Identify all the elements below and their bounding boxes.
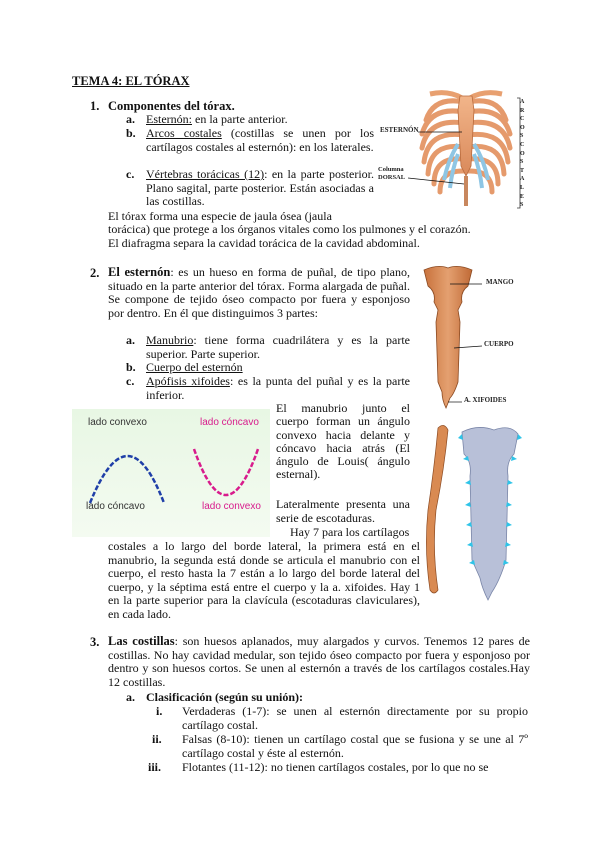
- s2-item-b-marker: b.: [126, 360, 136, 374]
- section-1-heading: Componentes del tórax.: [108, 99, 235, 113]
- curve-label-bottom-left: lado cóncavo: [86, 501, 145, 512]
- s1-item-c-text: : en la parte posterior. Plano sagital, parte posterior. Están asociadas a las costillas.: [146, 167, 375, 208]
- s3-item-a-marker: a.: [126, 690, 135, 704]
- s2-intro-text: : es un hueso en forma de puñal, de tipo plano, situado en la parte anterior del tórax. Forma alargada de puñal. Se compone de tejido óseo compacto por fuera y esponjoso por dentro. En él que distinguimos 3 partes:: [108, 265, 410, 320]
- section-3-heading: Las costillas: [108, 634, 175, 648]
- s3-item-ii-marker: ii.: [152, 732, 162, 746]
- sternum-figure: [418, 262, 528, 412]
- s1-item-b-marker: b.: [126, 126, 136, 140]
- ribcage-illustration: [378, 80, 528, 215]
- s2-item-b-term: Cuerpo del esternón: [146, 360, 243, 374]
- concave-curve: [194, 449, 258, 495]
- s2-item-c-text: : es la punta del puñal y es la parte inferior.: [146, 374, 410, 402]
- s2-item-c-marker: c.: [126, 374, 135, 388]
- label-mango: MANGO: [486, 278, 514, 286]
- s1-para-line3: El diafragma separa la cavidad torácica de la cavidad abdominal.: [108, 236, 420, 250]
- s3-classification-heading: Clasificación (según su unión):: [146, 690, 304, 704]
- label-cuerpo: CUERPO: [484, 340, 514, 348]
- s2-item-a-text: : tiene forma cuadrilátera y es la parte superior. Parte superior.: [146, 333, 410, 361]
- s3-intro: [108, 635, 530, 689]
- s2-intro: [108, 266, 410, 320]
- label-esternon: ESTERNÓN: [380, 126, 419, 134]
- section-2-heading: El esternón: [108, 265, 171, 279]
- sternum-detail-illustration: [414, 410, 526, 610]
- convex-curve: [90, 456, 164, 503]
- curves-illustration: [72, 409, 270, 537]
- s1-item-a-text: en la parte anterior.: [192, 112, 288, 126]
- s1-item-a-marker: a.: [126, 112, 135, 126]
- s1-item-a-term: Esternón:: [146, 112, 192, 126]
- s1-para-line2: torácica) que protege a los órganos vitales como los pulmones y el corazón.: [108, 222, 471, 236]
- s1-item-a: [146, 113, 378, 127]
- s1-item-c-marker: c.: [126, 167, 135, 181]
- s3-item-iii-text: Flotantes (11-12): no tienen cartílagos costales, por lo que no se: [182, 760, 489, 774]
- s1-item-b-text: (costillas se unen por los cartílagos costales al esternón): en los laterales.: [146, 126, 374, 154]
- s1-item-c: [146, 168, 374, 209]
- s2-item-c: [146, 375, 410, 402]
- s2-hay7-text: Hay 7 para los cartílagos: [290, 525, 410, 539]
- s2-lateral-text: Lateralmente presenta una serie de escotaduras.: [276, 497, 410, 525]
- s3-item-i-text: Verdaderas (1-7): se unen al esternón directamente por su propio cartílago costal.: [182, 704, 528, 732]
- s2-item-a-term: Manubrio: [146, 333, 194, 347]
- label-xifoides: A. XIFOIDES: [464, 396, 507, 404]
- s2-angle-text: El manubrio junto el cuerpo forman un ángulo convexo hacia delante y cóncavo hacia atrás (El ángulo de Louis( ángulo esternal).: [276, 401, 410, 482]
- curve-label-top-right: lado cóncavo: [200, 417, 259, 428]
- s3-intro-text: : son huesos aplanados, muy alargados y curvos. Tenemos 12 pares de costillas. No hay cavidad medular, son tejido óseo compacto por fuera y esponjoso por dentro y son huesos cortos. Se unen al esternón a través de los cartílagos costales.Hay 12 costillas.: [108, 634, 530, 689]
- page-title: TEMA 4: EL TÓRAX: [72, 74, 190, 88]
- s2-item-a: [146, 334, 410, 361]
- s1-para-line1: El tórax forma una especie de jaula ósea (jaula: [108, 209, 332, 223]
- s3-item-ii-text: Falsas (8-10): tienen un cartílago costal que se fusiona y se une al 7º cartílago costal y éste al esternón.: [182, 732, 528, 760]
- s2-item-a-marker: a.: [126, 333, 135, 347]
- label-columna-dorsal: Columna DORSAL: [378, 166, 406, 181]
- angle-curves-figure: [72, 409, 270, 537]
- thorax-figure: [378, 80, 528, 215]
- sternum-detail-figure: [414, 410, 526, 610]
- s1-item-b: [146, 127, 374, 154]
- label-arcos-costales: ARCOS COSTALES: [520, 99, 525, 209]
- s1-item-c-term: Vértebras torácicas (12): [146, 167, 265, 181]
- s2-item-c-term: Apófisis xifoides: [146, 374, 230, 388]
- section-3-number: 3.: [90, 635, 100, 649]
- section-2-number: 2.: [90, 266, 100, 280]
- section-1-number: 1.: [90, 99, 100, 113]
- s3-item-iii-marker: iii.: [148, 760, 162, 774]
- s1-item-b-term: Arcos costales: [146, 126, 222, 140]
- s2-para-rest: costales a lo largo del borde lateral, la primera está en el manubrio, la segunda está donde se articula el manubrio con el cuerpo, el resto hasta la 7 están a lo largo del borde lateral del cuerpo, y la séptima está entre el cuerpo y la a. xifoides. Hay 1 en la parte superior para la clavícula (escotaduras claviculares), en cada lado.: [108, 539, 420, 621]
- curve-label-top-left: lado convexo: [88, 417, 147, 428]
- s3-item-i-marker: i.: [156, 704, 163, 718]
- curve-label-bottom-right: lado convexo: [202, 501, 261, 512]
